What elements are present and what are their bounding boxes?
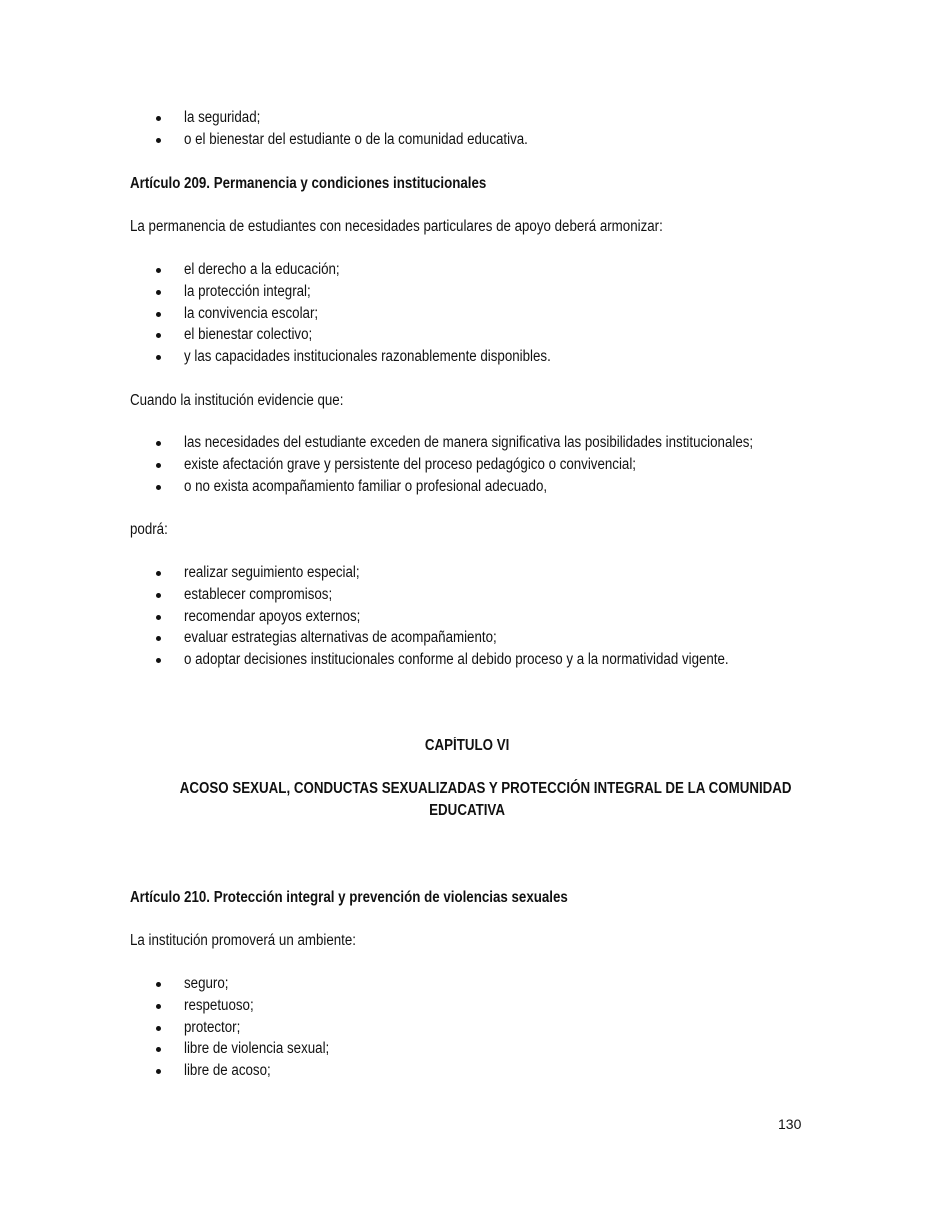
list-item: libre de violencia sexual; [154, 1038, 854, 1060]
list-item: las necesidades del estudiante exceden de manera significativa las posibilidades institucionales; [154, 432, 854, 454]
list-item: la protección integral; [154, 281, 854, 303]
bullet-icon [156, 355, 161, 360]
bullet-icon [156, 1026, 161, 1031]
article-209-heading-container [130, 173, 820, 195]
condition-intro: Cuando la institución evidencie que: [130, 392, 344, 409]
article-209-heading: Artículo 209. Permanencia y condiciones institucionales [130, 175, 487, 192]
list-item: seguro; [154, 973, 854, 995]
bullet-icon [156, 982, 161, 987]
chapter-number: CAPÍTULO VI [425, 737, 510, 754]
list-item: o no exista acompañamiento familiar o profesional adecuado, [154, 476, 854, 498]
bullet-icon [156, 615, 161, 620]
list-item: realizar seguimiento especial; [154, 562, 854, 584]
bullet-list-conditions [154, 432, 854, 497]
bullet-icon [156, 658, 161, 663]
list-item: establecer compromisos; [154, 584, 854, 606]
list-item: evaluar estrategias alternativas de acompañamiento; [154, 627, 854, 649]
article-210-intro-container [130, 930, 820, 952]
article-210-heading: Artículo 210. Protección integral y prevención de violencias sexuales [130, 889, 568, 906]
list-item: existe afectación grave y persistente del proceso pedagógico o convivencial; [154, 454, 854, 476]
may-label-container [130, 519, 820, 541]
bullet-icon [156, 333, 161, 338]
bullet-list-continuation [154, 107, 854, 151]
article-210-intro: La institución promoverá un ambiente: [130, 932, 357, 949]
list-item: la seguridad; [154, 107, 854, 129]
condition-intro-container [130, 390, 820, 412]
bullet-icon [156, 636, 161, 641]
list-item: libre de acoso; [154, 1060, 854, 1082]
may-label: podrá: [130, 521, 168, 538]
list-item: el derecho a la educación; [154, 259, 854, 281]
bullet-list-harmonize [154, 259, 854, 368]
list-item: o adoptar decisiones institucionales conforme al debido proceso y a la normatividad vigente. [154, 649, 854, 671]
page-number: 130 [778, 1116, 802, 1132]
list-item: protector; [154, 1017, 854, 1039]
chapter-title-line-2: EDUCATIVA [429, 802, 506, 819]
bullet-icon [156, 268, 161, 273]
bullet-icon [156, 290, 161, 295]
bullet-icon [156, 116, 161, 121]
bullet-icon [156, 571, 161, 576]
list-item: el bienestar colectivo; [154, 324, 854, 346]
bullet-icon [156, 138, 161, 143]
bullet-list-actions [154, 562, 854, 671]
bullet-list-environment [154, 973, 854, 1082]
list-item: recomendar apoyos externos; [154, 606, 854, 628]
chapter-title-line-1: ACOSO SEXUAL, CONDUCTAS SEXUALIZADAS Y PROTECCIÓN INTEGRAL DE LA COMUNIDAD [179, 780, 792, 797]
article-210-heading-container [130, 887, 820, 909]
article-209-intro-container [130, 216, 820, 238]
bullet-icon [156, 1069, 161, 1074]
list-item: o el bienestar del estudiante o de la comunidad educativa. [154, 129, 854, 151]
bullet-icon [156, 312, 161, 317]
article-209-intro: La permanencia de estudiantes con necesidades particulares de apoyo deberá armonizar: [130, 218, 663, 235]
bullet-icon [156, 593, 161, 598]
bullet-icon [156, 463, 161, 468]
bullet-icon [156, 441, 161, 446]
list-item: respetuoso; [154, 995, 854, 1017]
bullet-icon [156, 485, 161, 490]
bullet-icon [156, 1047, 161, 1052]
bullet-icon [156, 1004, 161, 1009]
list-item: y las capacidades institucionales razonablemente disponibles. [154, 346, 854, 368]
list-item: la convivencia escolar; [154, 303, 854, 325]
